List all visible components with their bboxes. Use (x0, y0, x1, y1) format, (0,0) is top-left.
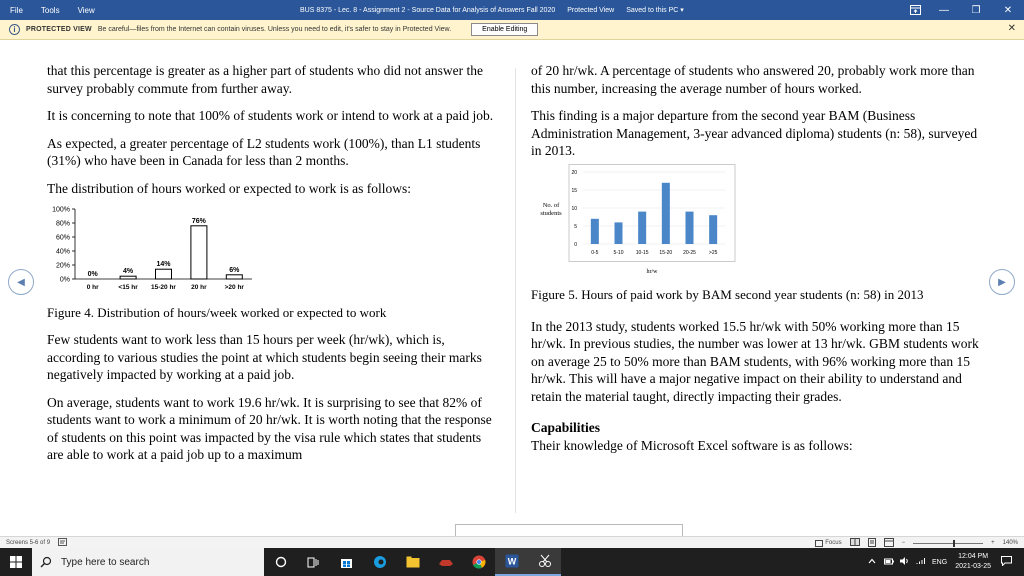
zoom-level[interactable]: 140% (1002, 540, 1018, 546)
document-area (0, 40, 1024, 536)
restore-button[interactable]: ❐ (971, 4, 981, 16)
cortana-icon[interactable] (264, 548, 297, 576)
search-placeholder: Type here to search (61, 556, 150, 568)
paragraph: The distribution of hours worked or expected to work is as follows: (47, 180, 412, 196)
show-hidden-icons-icon[interactable] (868, 558, 876, 566)
paragraph: In the 2013 study, students worked 15.5 hr/wk with 50% working more than 15 hr/wk. In previous studies, the number was lower at 13 hr/wk. GBM students work on average 25 to 50% more than BAM students, with 96% working more than 15 hr/wk. This will have a major negative impact on their ability to understand and retain the material taught, directly impacting their grades. (531, 318, 979, 404)
focus-button[interactable] (815, 540, 841, 547)
y-tick-label: 0% (59, 276, 70, 284)
bar (615, 222, 623, 244)
x-tick-label: 15-20 hr (151, 284, 176, 291)
task-view-icon[interactable] (297, 548, 330, 576)
windows-start-icon[interactable] (0, 548, 32, 576)
y-tick-label: 20 (571, 169, 577, 176)
x-tick-label: 0 hr (86, 284, 99, 291)
paragraph: On average, students want to work 19.6 hr/wk. It is surprising to see that 82% of students want to work a minimum of 20 hr/wk. It is worth noting that the response of students on this point was impacted by the visa rule which states that students are able to work at a paid job up to a maximum (47, 394, 492, 462)
game-app-icon[interactable] (429, 548, 462, 576)
figure-5-chart (531, 164, 741, 276)
search-icon (40, 556, 52, 568)
volume-icon[interactable] (900, 557, 910, 567)
paragraph: Their knowledge of Microsoft Excel software is as follows: (531, 437, 853, 453)
taskbar-search[interactable] (32, 548, 264, 576)
zoom-out-button[interactable]: − (901, 540, 906, 546)
x-tick-label: 20 hr (191, 284, 207, 291)
network-icon[interactable] (916, 557, 926, 567)
paragraph: of 20 hr/wk. A percentage of students who answered 20, probably work more than this number, increasing the average number of hours worked. (531, 63, 975, 96)
word-icon[interactable] (495, 548, 528, 576)
figure-4-chart (47, 201, 277, 297)
figure-5-caption: Figure 5. Hours of paid work by BAM second year students (n: 58) in 2013 (531, 287, 924, 302)
close-icon[interactable]: ✕ (1007, 23, 1016, 34)
focus-label: Focus (825, 540, 842, 546)
read-mode-icon[interactable] (850, 538, 860, 548)
y-tick-label: 40% (55, 248, 70, 256)
bar (709, 215, 717, 244)
column-divider (515, 68, 516, 513)
protected-view-bar (0, 20, 1024, 40)
enable-editing-button[interactable]: Enable Editing (471, 23, 538, 36)
paragraph: This finding is a major departure from the second year BAM (Business Administration Management, 3-year advanced diploma) students (n: 58), surveyed in 2013. (531, 108, 978, 158)
battery-icon[interactable] (884, 558, 894, 567)
x-tick-label: 15-20 (659, 249, 673, 256)
web-layout-icon[interactable] (884, 538, 894, 549)
bar (120, 276, 136, 279)
figure-4-caption: Figure 4. Distribution of hours/week worked or expected to work (47, 304, 387, 320)
data-label: 4% (123, 268, 134, 276)
info-icon: i (9, 24, 20, 35)
system-tray (868, 548, 1024, 576)
menu-tools[interactable]: Tools (40, 5, 60, 15)
window-title-group (300, 0, 684, 20)
mode-label: Protected View (567, 6, 615, 14)
protected-view-title: PROTECTED VIEW (26, 26, 92, 33)
taskbar (0, 548, 1024, 576)
status-bar (0, 536, 1024, 548)
paragraph: As expected, a greater percentage of L2 students work (100%), than L1 students (31%) who have been in Canada for less than 2 months. (47, 135, 481, 168)
clock-date: 2021-03-25 (955, 563, 991, 570)
clock[interactable] (955, 552, 991, 572)
section-heading: Capabilities (531, 420, 601, 435)
file-explorer-icon[interactable] (396, 548, 429, 576)
y-tick-label: 5 (574, 223, 577, 230)
x-tick-label: <15 hr (118, 284, 138, 291)
chrome-icon[interactable] (462, 548, 495, 576)
paragraph: It is concerning to note that 100% of students work or intend to work at a paid job. (47, 108, 494, 123)
x-tick-label: >20 hr (224, 284, 244, 291)
zoom-slider-thumb[interactable] (953, 540, 955, 547)
y-tick-label: 100% (52, 206, 70, 214)
x-axis-label: hr/w (646, 268, 658, 275)
bar (156, 269, 172, 279)
x-tick-label: 10-15 (635, 249, 649, 256)
window-title: BUS 8375 - Lec. 8 - Assignment 2 - Source Data for Analysis of Answers Fall 2020 (300, 6, 556, 14)
menu-file[interactable]: File (10, 5, 23, 15)
bar (686, 211, 694, 243)
y-tick-label: 80% (55, 220, 70, 228)
bar (662, 182, 670, 243)
clock-time: 12:04 PM (958, 553, 989, 560)
data-label: 14% (156, 261, 171, 269)
print-layout-icon[interactable] (868, 538, 876, 549)
y-tick-label: 15 (571, 187, 577, 194)
edge-icon[interactable] (363, 548, 396, 576)
language-indicator[interactable]: ENG (932, 558, 948, 566)
minimize-button[interactable]: — (939, 4, 949, 16)
focus-icon (815, 540, 823, 547)
x-tick-label: 20-25 (683, 249, 696, 256)
chevron-down-icon: ▾ (680, 7, 684, 14)
y-tick-label: 20% (55, 262, 70, 270)
bar (591, 218, 599, 243)
protected-view-message: Be careful—files from the Internet can contain viruses. Unless you need to edit, it's safer to stay in Protected View. (97, 26, 452, 33)
y-tick-label: 0 (574, 241, 577, 248)
close-button[interactable]: ✕ (1003, 4, 1013, 16)
snipping-tool-icon[interactable] (528, 548, 561, 576)
y-tick-label: 60% (55, 234, 70, 242)
horizontal-scroll-thumb[interactable] (455, 524, 683, 536)
zoom-in-button[interactable]: + (991, 540, 995, 546)
zoom-slider[interactable] (913, 543, 983, 544)
notifications-icon[interactable] (1001, 556, 1012, 568)
save-status[interactable] (626, 6, 684, 14)
x-tick-label: >25 (708, 249, 718, 256)
store-icon[interactable] (330, 548, 363, 576)
y-axis-label: students (540, 209, 562, 217)
x-tick-label: 5-10 (613, 249, 624, 256)
screen-count: Screens 5-6 of 9 (6, 539, 51, 546)
left-column (47, 62, 497, 474)
chevron-left-icon: ◀ (17, 276, 25, 288)
y-axis-label: No. of (542, 201, 560, 209)
bar (226, 275, 242, 279)
data-label: 0% (87, 271, 98, 278)
plot-frame (569, 164, 735, 261)
save-status-text: Saved to this PC (626, 7, 679, 14)
title-bar (0, 0, 1024, 20)
paragraph: that this percentage is greater as a higher part of students who did not answer the survey probably commute from further away. (47, 63, 483, 96)
bar (638, 211, 646, 243)
svg-text:W: W (507, 556, 516, 567)
data-label: 6% (229, 266, 240, 274)
paragraph: Few students want to work less than 15 hours per week (hr/wk), which is, according to various studies the point at which students begin seeing their marks negatively impacted by working at a paid job. (47, 332, 482, 382)
previous-screen-button[interactable] (8, 269, 34, 295)
chevron-right-icon: ▶ (998, 276, 1006, 288)
menu-view[interactable]: View (77, 5, 95, 15)
y-tick-label: 10 (571, 205, 577, 212)
right-column (531, 62, 981, 464)
x-tick-label: 0-5 (591, 249, 599, 256)
ribbon-display-options-icon[interactable] (908, 3, 922, 17)
next-screen-button[interactable] (989, 269, 1015, 295)
accessibility-icon[interactable] (58, 538, 67, 548)
data-label: 76% (191, 217, 206, 225)
bar (191, 226, 207, 279)
